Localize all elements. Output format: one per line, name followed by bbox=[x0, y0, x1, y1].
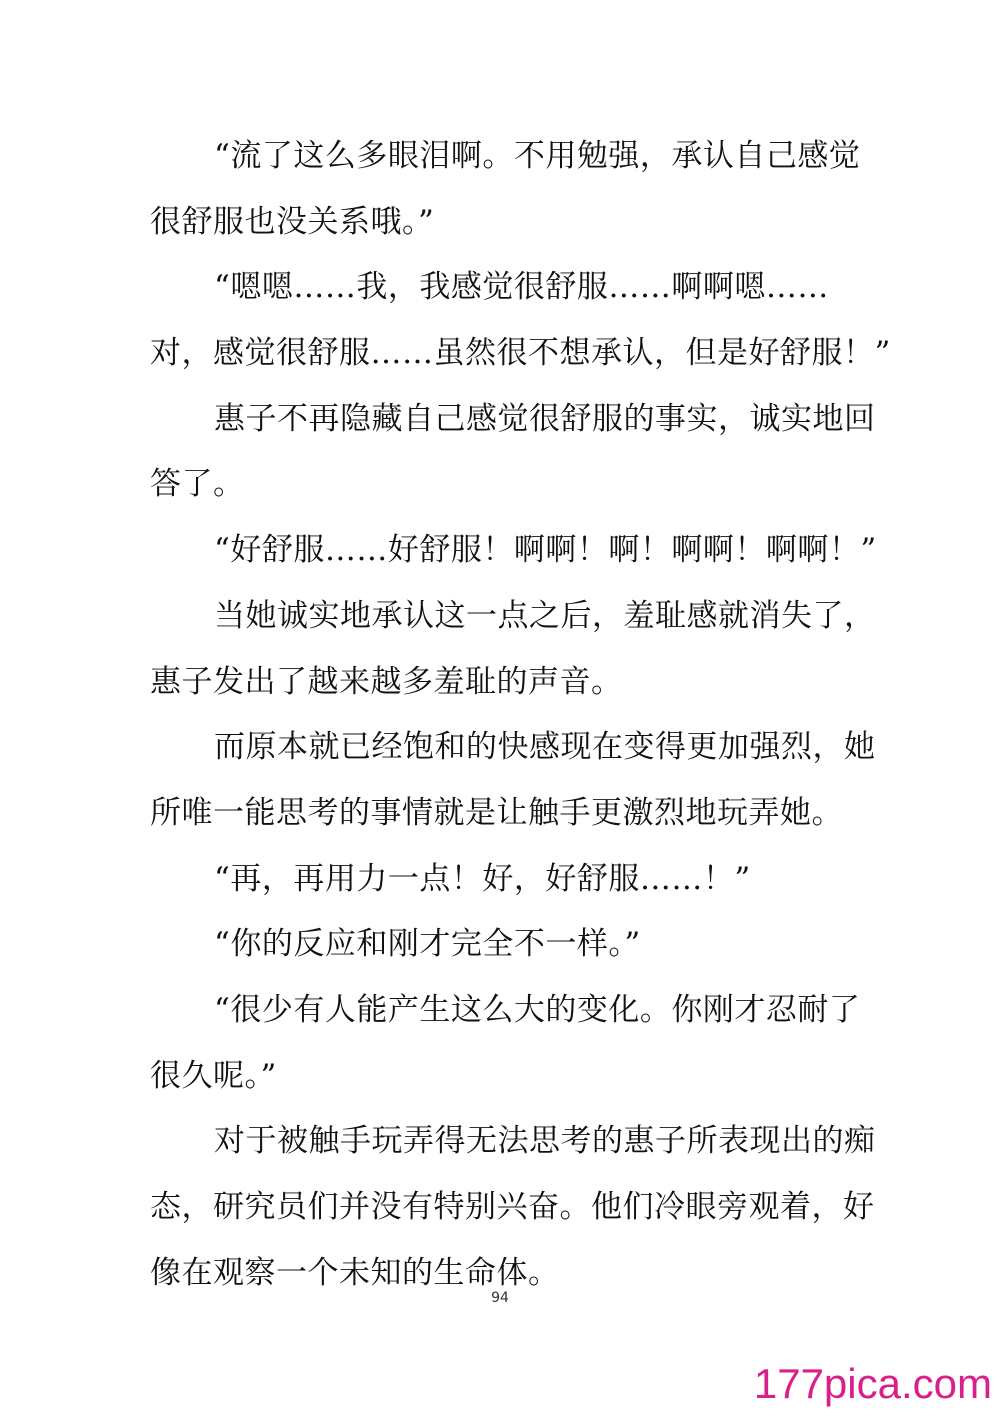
text-line: 答了。 bbox=[150, 466, 245, 503]
text-line: 惠子不再隐藏自己感觉很舒服的事实，诚实地回 bbox=[214, 400, 876, 437]
text-line: 很久呢。” bbox=[150, 1057, 277, 1094]
page-number: 94 bbox=[491, 1290, 509, 1306]
watermark: 177pica.com bbox=[753, 1360, 992, 1407]
text-line: “好舒服……好舒服！啊啊！啊！啊啊！啊啊！” bbox=[214, 532, 877, 569]
text-line: 而原本就已经饱和的快感现在变得更加强烈，她 bbox=[214, 729, 876, 766]
text-line: 很舒服也没关系哦。” bbox=[150, 203, 435, 240]
text-line: “流了这么多眼泪啊。不用勉强，承认自己感觉 bbox=[214, 138, 861, 174]
text-line: 所唯一能思考的事情就是让触手更激烈地玩弄她。 bbox=[150, 794, 843, 831]
text-line: 对于被触手玩弄得无法思考的惠子所表现出的痴 bbox=[214, 1123, 876, 1160]
body-text bbox=[150, 128, 891, 1310]
text-line: 当她诚实地承认这一点之后，羞耻感就消失了， bbox=[214, 597, 876, 634]
text-line: 像在观察一个未知的生命体。 bbox=[150, 1254, 560, 1291]
text-line: 态，研究员们并没有特别兴奋。他们冷眼旁观着，好 bbox=[150, 1189, 875, 1225]
text-line: “嗯嗯……我，我感觉很舒服……啊啊嗯…… bbox=[214, 269, 829, 306]
text-line: “再，再用力一点！好，好舒服……！” bbox=[214, 860, 751, 897]
text-line: 对，感觉很舒服……虽然很不想承认，但是好舒服！” bbox=[150, 335, 891, 372]
text-line: 惠子发出了越来越多羞耻的声音。 bbox=[150, 663, 623, 700]
text-line: “你的反应和刚才完全不一样。” bbox=[214, 926, 641, 963]
text-line: “很少有人能产生这么大的变化。你刚才忍耐了 bbox=[214, 991, 861, 1028]
